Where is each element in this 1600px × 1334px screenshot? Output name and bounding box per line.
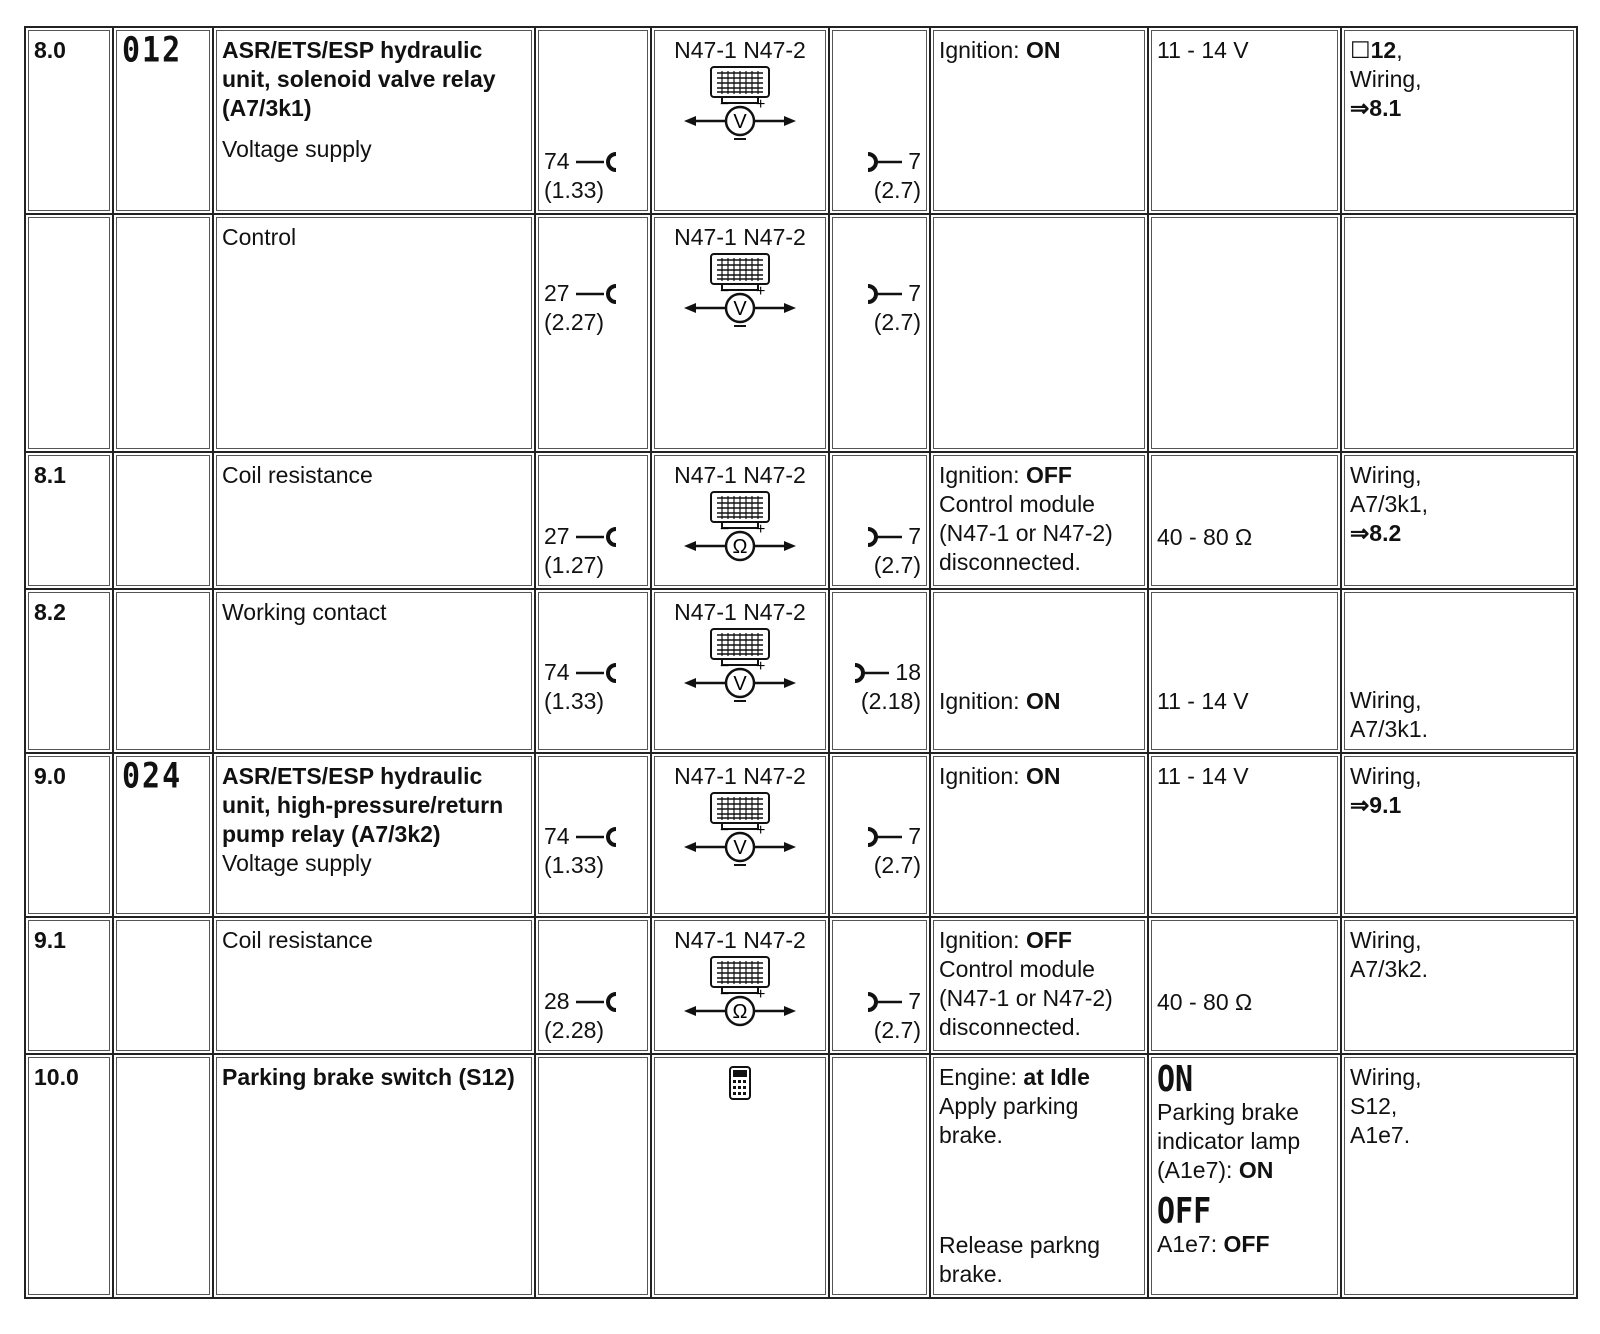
fault-code (113, 1054, 213, 1298)
step-number: 9.1 (25, 917, 113, 1054)
step-number: 10.0 (25, 1054, 113, 1298)
nominal-value: 11 - 14 V (1148, 589, 1341, 753)
test-subtitle: Coil resistance (222, 927, 373, 953)
test-description (213, 917, 535, 1054)
meter-cell (651, 1054, 829, 1298)
table-row (25, 589, 1577, 753)
probe-plug-icon (864, 992, 904, 1012)
nominal-value: 40 - 80 Ω (1148, 452, 1341, 589)
fault-code (113, 589, 213, 753)
svg-text:+: + (756, 96, 766, 113)
next-step-link[interactable]: ⇒8.2 (1350, 520, 1402, 546)
test-subtitle: Working contact (222, 599, 387, 625)
table-row (25, 917, 1577, 1054)
fault-code (113, 917, 213, 1054)
test-subtitle: Voltage supply (222, 136, 372, 162)
svg-text:−: − (720, 283, 730, 300)
step-number: 8.2 (25, 589, 113, 753)
probe-socket-icon (574, 827, 620, 847)
nominal-value: 40 - 80 Ω (1148, 917, 1341, 1054)
svg-text:+: + (756, 283, 766, 300)
table-row (25, 214, 1577, 452)
probe-plug-icon (864, 827, 904, 847)
fault-code: 012 (113, 27, 213, 214)
meter-cell (651, 452, 829, 589)
probe-socket-icon (574, 527, 620, 547)
remedy: Wiring, A7/3k2. (1341, 917, 1577, 1054)
table-row (25, 27, 1577, 214)
test-condition: Ignition: OFF Control module (N47-1 or N47-2) disconnected. (930, 917, 1148, 1054)
svg-text:−: − (720, 986, 730, 1003)
svg-text:Ω: Ω (732, 536, 748, 558)
pin-left-cell: 28 (2.28) (535, 917, 651, 1054)
diagnostic-table (24, 26, 1578, 1299)
probe-socket-icon (574, 663, 620, 683)
multimeter-volt-icon (680, 627, 800, 707)
test-description (213, 452, 535, 589)
component-title: ASR/ETS/ESP hydraulic unit, solenoid valve relay (A7/3k1) (222, 37, 496, 121)
connector-label: N47-1 N47-2 (674, 599, 806, 625)
pin-left-cell: 74 (1.33) (535, 27, 651, 214)
pin-left-cell: 27 (1.27) (535, 452, 651, 589)
step-number (25, 214, 113, 452)
svg-text:V: V (733, 837, 747, 859)
pin-right-cell: 18 (2.18) (829, 589, 930, 753)
svg-text:+: + (756, 822, 766, 839)
remedy: Wiring, ⇒9.1 (1341, 753, 1577, 917)
remedy: Wiring, A7/3k1. (1341, 589, 1577, 753)
remedy: Wiring, A7/3k1, ⇒8.2 (1341, 452, 1577, 589)
pin-left-cell: 74 (1.33) (535, 753, 651, 917)
svg-text:Ω: Ω (732, 1001, 748, 1023)
lcd-off-indicator: OFF (1157, 1190, 1212, 1233)
nominal-value (1148, 214, 1341, 452)
svg-text:+: + (756, 521, 766, 538)
multimeter-volt-icon (680, 252, 800, 332)
svg-text:+: + (756, 986, 766, 1003)
test-condition: Engine: at Idle Apply parking brake. Release parkng brake. (930, 1054, 1148, 1298)
handheld-tester-icon (727, 1065, 753, 1101)
pin-right-cell: 7 (2.7) (829, 917, 930, 1054)
table-row (25, 753, 1577, 917)
svg-text:−: − (720, 521, 730, 538)
lcd-on-indicator: ON (1157, 1058, 1194, 1101)
multimeter-volt-icon (680, 791, 800, 871)
probe-plug-icon (864, 527, 904, 547)
meter-cell (651, 917, 829, 1054)
svg-text:V: V (733, 298, 747, 320)
test-condition (930, 214, 1148, 452)
probe-plug-icon (851, 663, 891, 683)
nominal-value: ON Parking brake indicator lamp (A1e7): ON OFF A1e7: OFF (1148, 1054, 1341, 1298)
svg-text:−: − (720, 96, 730, 113)
component-title: ASR/ETS/ESP hydraulic unit, high-pressure/return pump relay (A7/3k2) (222, 763, 504, 847)
component-title: Parking brake switch (S12) (222, 1064, 515, 1090)
svg-text:−: − (720, 658, 730, 675)
nominal-value: 11 - 14 V (1148, 27, 1341, 214)
test-condition: Ignition: ON (930, 753, 1148, 917)
test-condition: Ignition: ON (930, 27, 1148, 214)
meter-cell (651, 589, 829, 753)
pin-left-cell: 27 (2.27) (535, 214, 651, 452)
remedy (1341, 214, 1577, 452)
remedy: Wiring, S12, A1e7. (1341, 1054, 1577, 1298)
nominal-value: 11 - 14 V (1148, 753, 1341, 917)
pin-right-cell: 7 (2.7) (829, 452, 930, 589)
table-row (25, 1054, 1577, 1298)
test-subtitle: Voltage supply (222, 850, 372, 876)
probe-socket-icon (574, 152, 620, 172)
test-description (213, 753, 535, 917)
test-subtitle: Coil resistance (222, 462, 373, 488)
connector-label: N47-1 N47-2 (674, 224, 806, 250)
probe-socket-icon (574, 284, 620, 304)
multimeter-volt-icon (680, 65, 800, 145)
fault-code (113, 214, 213, 452)
test-condition: Ignition: OFF Control module (N47-1 or N47-2) disconnected. (930, 452, 1148, 589)
connector-label: N47-1 N47-2 (674, 462, 806, 488)
pin-right-cell (829, 1054, 930, 1298)
connector-label: N47-1 N47-2 (674, 927, 806, 953)
test-condition: Ignition: ON (930, 589, 1148, 753)
fault-code: 024 (113, 753, 213, 917)
svg-text:V: V (733, 673, 747, 695)
next-step-link[interactable]: ⇒9.1 (1350, 792, 1402, 818)
step-number: 8.0 (25, 27, 113, 214)
multimeter-ohm-icon (680, 955, 800, 1035)
code-box-icon: ☐ (1350, 37, 1371, 63)
probe-plug-icon (864, 152, 904, 172)
probe-socket-icon (574, 992, 620, 1012)
test-description (213, 589, 535, 753)
step-number: 8.1 (25, 452, 113, 589)
next-step-link[interactable]: ⇒8.1 (1350, 95, 1402, 121)
test-description (213, 27, 535, 214)
test-description (213, 1054, 535, 1298)
meter-cell (651, 753, 829, 917)
connector-label: N47-1 N47-2 (674, 763, 806, 789)
multimeter-ohm-icon (680, 490, 800, 570)
meter-cell (651, 27, 829, 214)
pin-right-cell: 7 (2.7) (829, 753, 930, 917)
pin-left-cell: 74 (1.33) (535, 589, 651, 753)
meter-cell (651, 214, 829, 452)
pin-right-cell: 7 (2.7) (829, 214, 930, 452)
test-description (213, 214, 535, 452)
table-row (25, 452, 1577, 589)
pin-right-cell: 7 (2.7) (829, 27, 930, 214)
pin-left-cell (535, 1054, 651, 1298)
svg-text:−: − (720, 822, 730, 839)
test-subtitle: Control (222, 224, 297, 250)
svg-text:+: + (756, 658, 766, 675)
fault-code (113, 452, 213, 589)
connector-label: N47-1 N47-2 (674, 37, 806, 63)
probe-plug-icon (864, 284, 904, 304)
remedy: ☐12, Wiring, ⇒8.1 (1341, 27, 1577, 214)
step-number: 9.0 (25, 753, 113, 917)
svg-text:V: V (733, 111, 747, 133)
